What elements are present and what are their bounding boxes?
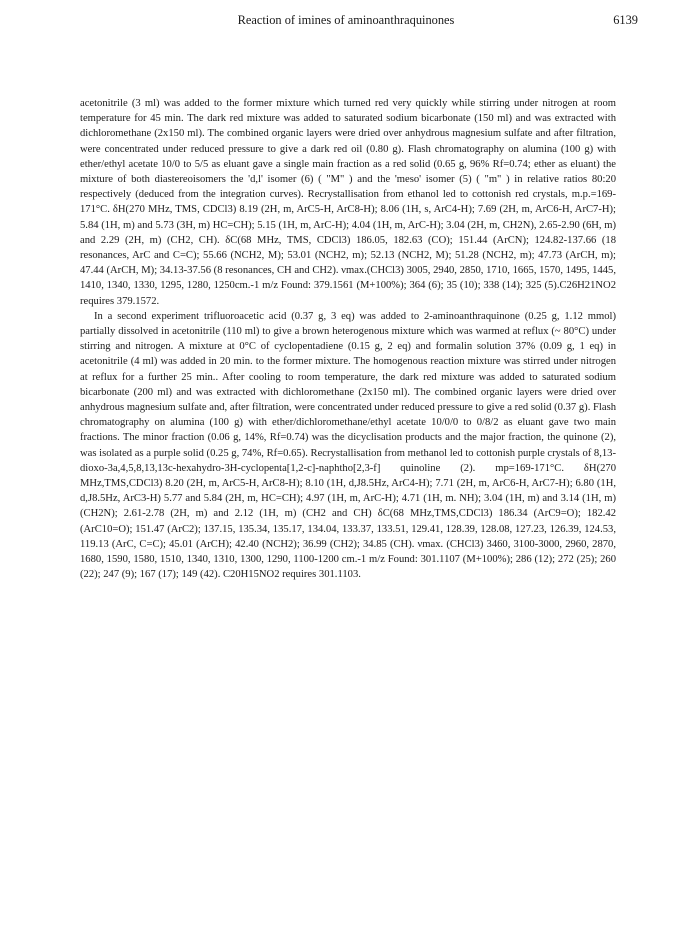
paragraph-experimental-2: In a second experiment trifluoroacetic acid (0.37 g, 3 eq) was added to 2-aminoanthraquinone (0.25 g, 1.12 mmol) partially dissolved in acetonitrile (110 ml) to give a brown heterogenous mixture which was warmed at reflux (~ 80°C) under stirring and nitrogen. A mixture at 0°C of cyclopentadiene (0.15 g, 2 eq) and formalin solution 37% (0.09 g, 1 eq) in acetonitrile (4 ml) was added in 20 min. to the former mixture. The homogenous reaction mixture was stirred under nitrogen at reflux for a further 25 min.. After cooling to room temperature, the dark red mixture was added to saturated sodium bicarbonate (200 ml) and was extracted with dichloromethane (2x150 ml). The combined organic layers were dried over anhydrous magnesium sulfate and, after filtration, were concentrated under reduced pressure to give a red solid (0.37 g). Flash chromatography on alumina (100 g) with ether/dichloromethane/ethyl acetate 10/0/0 to 0/8/2 as eluant gave two main fractions. The minor fraction (0.06 g, 14%, Rf=0.74) was the dicyclisation products and the major fraction, the quinone (2), was isolated as a purple solid (0.25 g, 74%, Rf=0.65). Recrystallisation from methanol led to cottonish purple crystals of 8,13-dioxo-3a,4,5,8,13,13c-hexahydro-3H-cyclopenta[1,2-c]-naphtho[2,3-f] quinoline (2). mp=169-171°C. δH(270 MHz,TMS,CDCl3) 8.20 (2H, m, ArC5-H, ArC8-H); 8.10 (1H, d,J8.5Hz, ArC4-H); 7.71 (2H, m, ArC6-H, ArC7-H); 6.80 (1H, d,J8.5Hz, ArC3-H) 5.77 and 5.84 (2H, m, HC=CH); 4.97 (1H, m, ArC-H); 4.71 (1H, m. NH); 3.04 (1H, m) and 3.14 (1H, m) (CH2N); 2.61-2.78 (2H, m) and 2.12 (1H, m) (CH2 and CH) δC(68 MHz,TMS,CDCl3) 186.34 (ArC9=O); 182.42 (ArC10=O); 151.47 (ArC2); 137.15, 135.34, 135.17, 134.04, 133.37, 133.51, 129.41, 128.39, 128.08, 127.23, 126.39, 124.53, 119.13 (ArC, C=C); 45.01 (ArCH); 42.40 (NCH2); 36.99 (CH2); 34.85 (CH). νmax. (CHCl3) 3460, 3100-3000, 2960, 2870, 1680, 1590, 1580, 1510, 1340, 1310, 1300, 1290, 1100-1200 cm.-1 m/z Found: 301.1107 (M+100%); 286 (12); 272 (25); 260 (22); 247 (9); 167 (17); 149 (42). C20H15NO2 requires 301.1103. <box>80 310 616 581</box>
running-title: Reaction of imines of aminoanthraquinones <box>237 13 455 27</box>
paragraph-experimental-1: acetonitrile (3 ml) was added to the former mixture which turned red very quickly while stirring under nitrogen at room temperature for 45 min. The dark red mixture was added to saturated sodium bicarbonate (150 ml) and was extracted with dichloromethane (2x150 ml). The combined organic layers were dried over anhydrous magnesium sulfate and after filtration, were concentrated under reduced pressure to give a dark red oil (0.80 g). Flash chromatography on alumina (100 g) with ether/ethyl acetate 10/0 to 5/5 as eluant gave a single main fraction as a red solid (0.65 g, 96% Rf=0.74; ether as eluant) the mixture of both diastereoisomers the 'd,l' isomer (6) ( "M" ) and the 'meso' isomer (5) ( "m" ) in relative ratios 80:20 respectively (deduced from the integration curves). Recrystallisation from ethanol led to cottonish red crystals, m.p.=169-171°C. δH(270 MHz, TMS, CDCl3) 8.19 (2H, m, ArC5-H, ArC8-H); 8.06 (1H, s, ArC4-H); 7.69 (2H, m, ArC6-H, ArC7-H); 5.84 (1H, m) and 5.73 (3H, m) HC=CH); 5.15 (1H, m, ArC-H); 4.04 (1H, m, ArC-H); 3.04 (2H, m, CH2N), 2.65-2.90 (6H, m) and 2.29 (2H, m) (CH2, CH). δC(68 MHz, TMS, CDCl3) 186.05, 182.63 (CO); 151.44 (ArCN); 124.82-137.66 (18 resonances, ArC and C=C); 55.66 (NCH2, M); 53.01 (NCH2, m); 52.13 (NCH2, M); 51.28 (NCH2, m); 47.73 (ArCH, m); 47.44 (ArCH, M); 34.13-37.56 (8 resonances, CH and CH2). νmax.(CHCl3) 3005, 2940, 2850, 1710, 1665, 1570, 1495, 1445, 1410, 1340, 1330, 1295, 1280, 1250cm.-1 m/z Found: 379.1561 (M+100%); 364 (6); 35 (10); 338 (14); 325 (5).C26H21NO2 requires 379.1572. <box>80 98 616 307</box>
body-text <box>80 96 616 583</box>
page-number: 6139 <box>613 13 638 27</box>
